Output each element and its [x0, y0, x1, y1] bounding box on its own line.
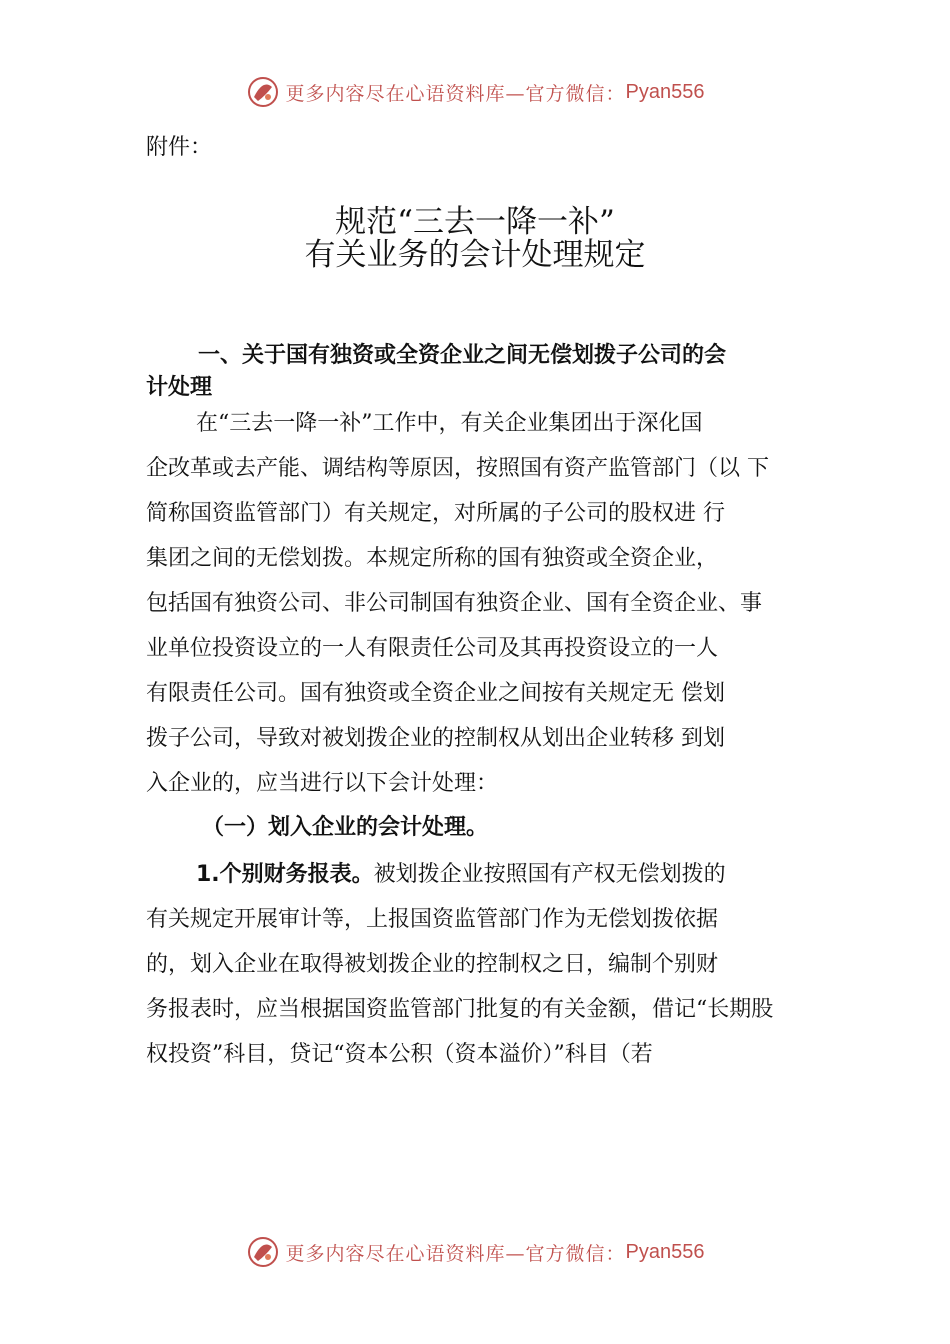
watermark-footer: [0, 1232, 950, 1272]
para-line: 包括国有独资公司、非公司制国有独资企业、国有全资企业、事: [146, 591, 763, 616]
watermark-header: [0, 72, 950, 112]
watermark-text: 更多内容尽在心语资料库—官方微信：: [285, 1242, 626, 1265]
document-title-line1: 规范“三去一降一补”: [335, 204, 615, 240]
para-line: 有关规定开展审计等，上报国资监管部门作为无偿划拨依据: [146, 907, 719, 932]
document-title-line2: 有关业务的会计处理规定: [304, 237, 646, 273]
watermark-wechat-id: Pyan556: [625, 1240, 705, 1263]
para-line: 权投资”科目，贷记“资本公积（资本溢价）”科目（若: [146, 1042, 653, 1067]
para-line: 集团之间的无偿划拨。本规定所称的国有独资或全资企业，: [146, 546, 719, 571]
section1-heading-line1: 一、关于国有独资或全资企业之间无偿划拨子公司的会: [198, 343, 727, 368]
para-line: 务报表时，应当根据国资监管部门批复的有关金额，借记“长期股: [146, 997, 774, 1022]
section1-heading: [146, 340, 826, 404]
item1-label: 1.个别财务报表。: [196, 862, 374, 887]
para-line: 简称国资监管部门）有关规定，对所属的子公司的股权进 行: [146, 501, 725, 526]
subsection1-heading: （一）划入企业的会计处理。: [202, 815, 489, 840]
para-line: 业单位投资设立的一人有限责任公司及其再投资设立的一人: [146, 636, 719, 661]
para-line: 在“三去一降一补”工作中，有关企业集团出于深化国: [196, 411, 703, 436]
para-line: 有限责任公司。国有独资或全资企业之间按有关规定无 偿划: [146, 681, 725, 706]
item1-paragraph: [146, 852, 836, 1077]
para-line: 拨子公司，导致对被划拨企业的控制权从划出企业转移 到划: [146, 726, 725, 751]
watermark-wechat-id: Pyan556: [625, 80, 705, 103]
brand-logo-icon: [246, 75, 280, 109]
section1-heading-line2: 计处理: [146, 375, 213, 400]
attachment-label: 附件：: [146, 135, 213, 160]
para-line: 的，划入企业在取得被划拨企业的控制权之日，编制个别财: [146, 952, 719, 977]
para-line: 入企业的，应当进行以下会计处理：: [146, 771, 499, 796]
watermark-text: 更多内容尽在心语资料库—官方微信：: [285, 82, 626, 105]
section1-paragraph: [146, 401, 836, 806]
brand-logo-icon: [246, 1235, 280, 1269]
para-line: 企改革或去产能、调结构等原因，按照国有资产监管部门（以 下: [146, 456, 769, 481]
para-line: 被划拨企业按照国有产权无偿划拨的: [373, 862, 726, 887]
